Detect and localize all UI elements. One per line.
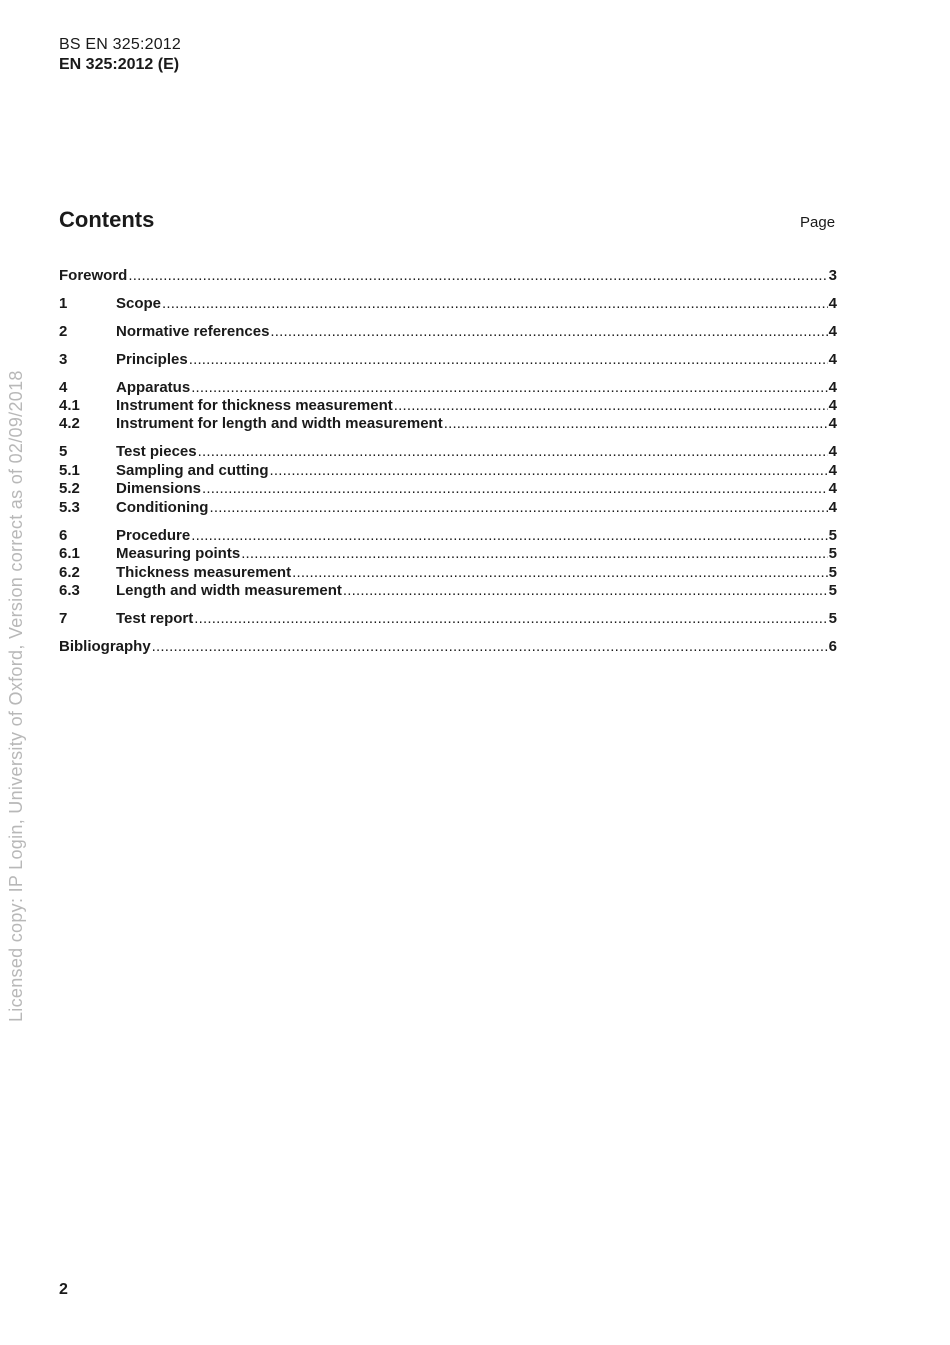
toc-entry-length-width-measurement[interactable] — [59, 582, 837, 601]
toc-number: 6.2 — [59, 564, 80, 581]
toc-page: 4 — [828, 351, 837, 368]
toc-number: 5 — [59, 443, 68, 460]
toc-number: 3 — [59, 351, 68, 368]
toc-entry-normative-references[interactable] — [59, 323, 837, 342]
toc-page: 4 — [828, 499, 837, 516]
toc-label: Length and width measurement — [116, 582, 342, 599]
toc-label: Sampling and cutting — [116, 462, 269, 479]
toc-label: Test report — [116, 610, 194, 627]
page-title: Contents — [59, 207, 155, 232]
toc-entry-bibliography[interactable] — [59, 638, 837, 657]
document-id: BS EN 325:2012 — [59, 36, 181, 53]
toc-label: Conditioning — [116, 499, 209, 516]
toc-leader — [444, 415, 828, 432]
toc-leader — [128, 267, 827, 284]
toc-number: 5.2 — [59, 480, 80, 497]
toc-page: 5 — [828, 545, 837, 562]
toc-label: Procedure — [116, 527, 191, 544]
toc-number: 6.1 — [59, 545, 80, 562]
toc-label: Normative references — [116, 323, 270, 340]
toc-leader — [194, 610, 827, 627]
toc-leader — [189, 351, 828, 368]
toc-number: 5.3 — [59, 499, 80, 516]
toc-entry-foreword[interactable] — [59, 267, 837, 286]
toc-page: 4 — [828, 379, 837, 396]
toc-label: Scope — [116, 295, 162, 312]
toc-entry-thickness-measurement[interactable] — [59, 564, 837, 583]
page-column-label: Page — [800, 214, 836, 231]
license-watermark: Licensed copy: IP Login, University of Oxford, Version correct as of 02/09/2018 — [6, 370, 26, 1022]
toc-entry-measuring-points[interactable] — [59, 545, 837, 564]
toc-label: Test pieces — [116, 443, 197, 460]
toc-leader — [292, 564, 828, 581]
toc-label: Measuring points — [116, 545, 241, 562]
toc-page: 6 — [828, 638, 837, 655]
toc-entry-thickness-instrument[interactable] — [59, 397, 837, 416]
toc-leader — [191, 527, 827, 544]
toc-entry-scope[interactable] — [59, 295, 837, 314]
toc-page: 5 — [828, 582, 837, 599]
toc-leader — [343, 582, 828, 599]
toc-page: 4 — [828, 415, 837, 432]
toc-entry-test-report[interactable] — [59, 610, 837, 629]
toc-entry-sampling-cutting[interactable] — [59, 462, 837, 481]
toc-entry-conditioning[interactable] — [59, 499, 837, 518]
toc-number: 5.1 — [59, 462, 80, 479]
toc-page: 5 — [828, 527, 837, 544]
toc-entry-procedure[interactable] — [59, 527, 837, 546]
toc-number: 7 — [59, 610, 68, 627]
toc-number: 4.2 — [59, 415, 80, 432]
toc-number: 4 — [59, 379, 68, 396]
toc-leader — [241, 545, 827, 562]
toc-leader — [202, 480, 828, 497]
toc-leader — [209, 499, 827, 516]
toc-page: 5 — [828, 564, 837, 581]
toc-leader — [162, 295, 828, 312]
toc-label: Dimensions — [116, 480, 202, 497]
toc-page: 4 — [828, 323, 837, 340]
page-number: 2 — [59, 1281, 68, 1298]
toc-entry-apparatus[interactable] — [59, 379, 837, 398]
toc-page: 4 — [828, 443, 837, 460]
toc-label: Foreword — [59, 267, 128, 284]
toc-label: Bibliography — [59, 638, 151, 655]
toc-number: 1 — [59, 295, 68, 312]
toc-leader — [394, 397, 828, 414]
toc-page: 4 — [828, 397, 837, 414]
toc-page: 3 — [828, 267, 837, 284]
toc-label: Instrument for length and width measurement — [116, 415, 443, 432]
toc-page: 4 — [828, 462, 837, 479]
toc-number: 4.1 — [59, 397, 80, 414]
toc-label: Instrument for thickness measurement — [116, 397, 393, 414]
toc-number: 2 — [59, 323, 68, 340]
toc-leader — [270, 323, 827, 340]
toc-leader — [152, 638, 828, 655]
toc-page: 4 — [828, 480, 837, 497]
toc-entry-dimensions[interactable] — [59, 480, 837, 499]
toc-leader — [191, 379, 827, 396]
toc-number: 6 — [59, 527, 68, 544]
toc-entry-test-pieces[interactable] — [59, 443, 837, 462]
document-id-english: EN 325:2012 (E) — [59, 56, 180, 73]
toc-entry-length-width-instrument[interactable] — [59, 415, 837, 434]
toc-page: 5 — [828, 610, 837, 627]
toc-label: Principles — [116, 351, 188, 368]
toc-page: 4 — [828, 295, 837, 312]
toc-entry-principles[interactable] — [59, 351, 837, 370]
toc-leader — [198, 443, 828, 460]
toc-label: Thickness measurement — [116, 564, 292, 581]
toc-leader — [270, 462, 828, 479]
toc-number: 6.3 — [59, 582, 80, 599]
toc-label: Apparatus — [116, 379, 191, 396]
